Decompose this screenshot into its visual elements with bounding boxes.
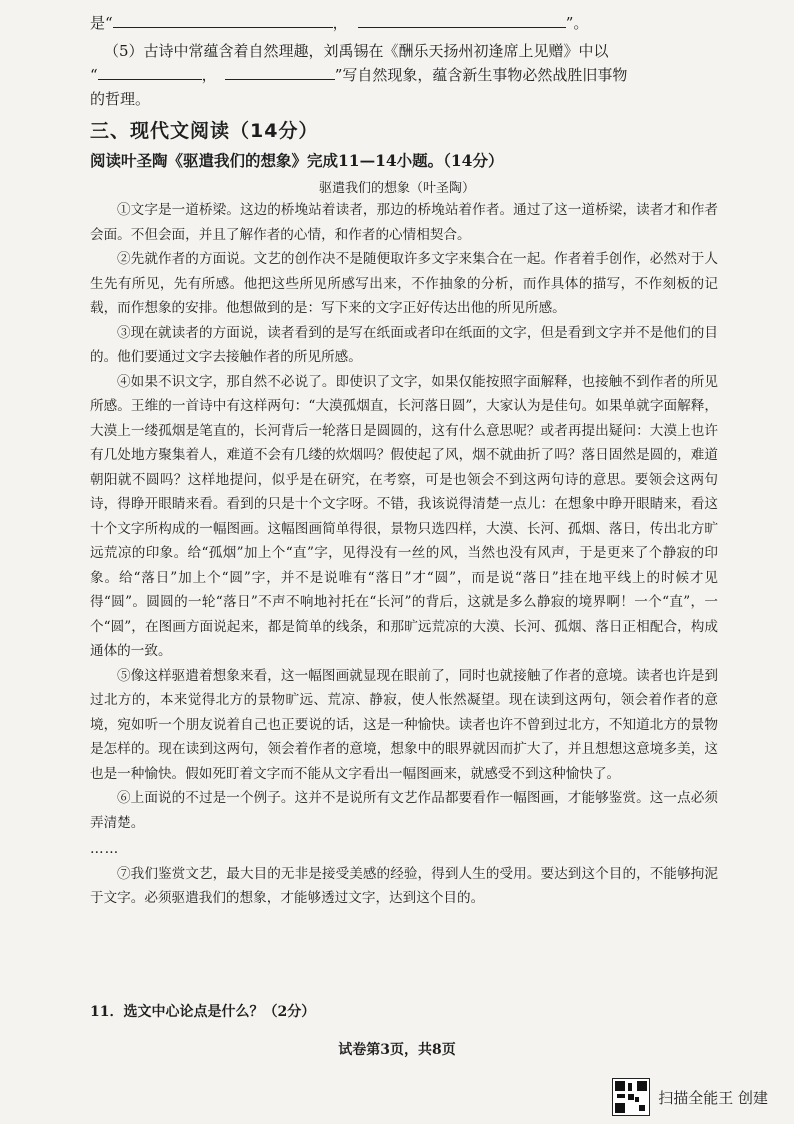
fill-in-suffix: ”。 <box>565 14 589 32</box>
paragraph-6: ⑥上面说的不过是一个例子。这并不是说所有文艺作品都要看作一幅图画，才能够鉴赏。这一点必须弄清楚。 <box>90 790 718 831</box>
paragraph-7: ⑦我们鉴赏文艺，最大目的无非是接受美感的经验，得到人生的受用。要达到这个目的，不能够拘泥于文字。必须驱遣我们的想象，才能够透过文字，达到这个目的。 <box>90 865 718 906</box>
paragraph-2: ②先就作者的方面说。文艺的创作决不是随便取许多文字来集合在一起。作者着手创作，必然对于人生先有所见，先有所感。他把这些所见所感写出来，不作抽象的分析，而作具体的描写，不作刻板的记载，而作想象的安排。他想做到的是：写下来的文字正好传达出他的所见所感。 <box>90 251 718 316</box>
essay-body <box>90 198 718 911</box>
answer-blank[interactable] <box>358 13 566 28</box>
essay-title: 驱遣我们的想象（叶圣陶） <box>318 181 475 196</box>
paragraph-1: ①文字是一道桥梁。这边的桥堍站着读者，那边的桥堍站着作者。通过了这一道桥梁，读者才和作者会面。不但会面，并且了解作者的心情，和作者的心情相契合。 <box>90 202 718 243</box>
scanner-watermark <box>612 1078 768 1116</box>
fill-in-separator: ， <box>201 66 217 84</box>
fill-in-line-top <box>90 12 588 33</box>
question-5-line-1: （5）古诗中常蕴含着自然理趣，刘禹锡在《酬乐天扬州初逢席上见赠》中以 <box>104 42 609 60</box>
question-11: 11．选文中心论点是什么？（2分） <box>90 1004 316 1020</box>
ellipsis: …… <box>90 841 120 857</box>
paragraph-3: ③现在就读者的方面说，读者看到的是写在纸面或者印在纸面的文字，但是看到文字并不是他们的目的。他们要通过文字去接触作者的所见所感。 <box>90 324 718 365</box>
fill-in-separator: ， <box>332 14 348 32</box>
answer-blank[interactable] <box>98 65 202 80</box>
open-quote: “ <box>90 66 98 84</box>
section-title: 三、现代文阅读（14分） <box>90 120 319 142</box>
answer-blank[interactable] <box>113 13 333 28</box>
watermark-text: 扫描全能王 创建 <box>658 1088 768 1107</box>
paragraph-5: ⑤像这样驱遣着想象来看，这一幅图画就显现在眼前了，同时也就接触了作者的意境。读者也许是到过北方的，本来觉得北方的景物旷远、荒凉、静寂，使人怅然凝望。现在读到这两句，领会着作者的意境，宛如听一个朋友说着自己也正要说的话，这是一种愉快。读者也许不曾到过北方，不知道北方的景物是怎样的。现在读到这两句，领会着作者的意境，想象中的眼界就因而扩大了，并且想想这意境多美，这也是一种愉快。假如死盯着文字而不能从文字看出一幅图画来，就感受不到这种愉快了。 <box>90 667 718 782</box>
fill-in-prefix: 是“ <box>90 14 113 32</box>
question-5-line-2 <box>90 64 627 85</box>
question-5-continuation: ”写自然现象，蕴含新生事物必然战胜旧事物 <box>334 66 628 84</box>
page-footer: 试卷第3页，共8页 <box>338 1042 456 1058</box>
question-5-line-3: 的哲理。 <box>90 90 151 108</box>
answer-blank[interactable] <box>225 65 335 80</box>
reading-instruction: 阅读叶圣陶《驱遣我们的想象》完成11—14小题。（14分） <box>90 151 504 170</box>
paragraph-4: ④如果不识文字，那自然不必说了。即使识了文字，如果仅能按照字面解释，也接触不到作者的所见所感。王维的一首诗中有这样两句：“大漠孤烟直，长河落日圆”，大家认为是佳句。如果单就字面解释，大漠上一缕孤烟是笔直的，长河背后一轮落日是圆圆的，这有什么意思呢？或者再提出疑问：大漠上也许有几处地方聚集着人，难道不会有几缕的炊烟吗？假使起了风，烟不就曲折了吗？落日固然是圆的，难道朝阳就不圆吗？这样地提问，似乎是在研究，在考察，可是也领会不到这两句诗的意思。要领会这两句诗，得睁开眼睛来看。看到的只是十个文字呀。不错，我该说得清楚一点儿：在想象中睁开眼睛来，看这十个文字所构成的一幅图画。这幅图画简单得很，景物只选四样，大漠、长河、孤烟、落日，传出北方旷远荒凉的印象。给“孤烟”加上个“直”字，见得没有一丝的风，当然也没有风声，于是更来了个静寂的印象。给“落日”加上个“圆”字，并不是说唯有“落日”才“圆”，而是说“落日”挂在地平线上的时候才见得“圆”。圆圆的一轮“落日”不声不响地衬托在“长河”的背后，这就是多么静寂的境界啊！一个“直”，一个“圆”，在图画方面说起来，都是简单的线条，和那旷远荒凉的大漠、长河、孤烟、落日正相配合，构成通体的一致。 <box>90 373 718 659</box>
qr-code-icon <box>612 1078 650 1116</box>
